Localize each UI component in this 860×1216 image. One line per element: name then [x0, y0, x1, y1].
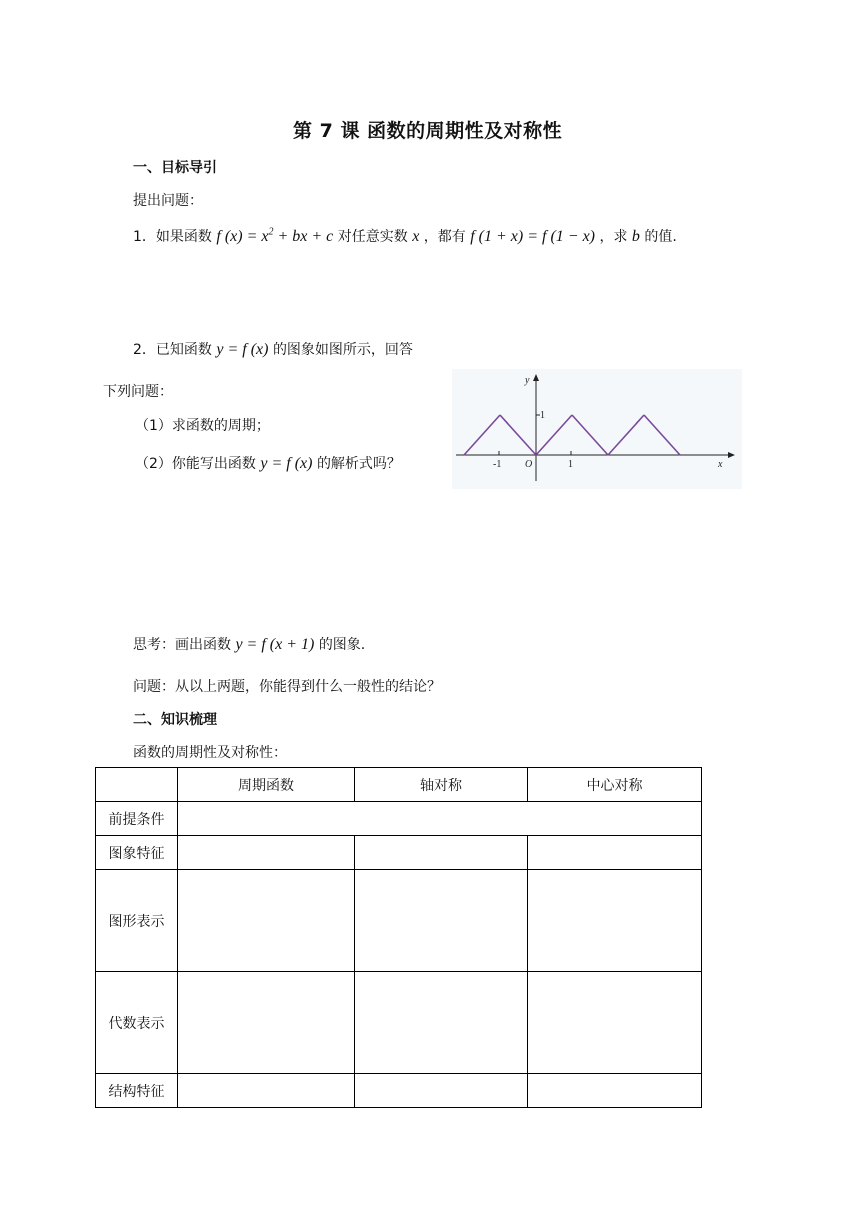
tick-label-y-1: 1	[540, 410, 545, 421]
row-label-premise: 前提条件	[96, 802, 178, 836]
q1-condition: f (1 + x) = f (1 − x)	[470, 228, 595, 245]
q1-num: 1．如果函数	[133, 229, 212, 245]
think-expr: y = f (x + 1)	[235, 636, 315, 653]
think-line: 思考：画出函数 y = f (x + 1) 的图象.	[133, 636, 366, 653]
y-axis-label: y	[525, 375, 530, 386]
page-title: 第 7 课 函数的周期性及对称性	[293, 120, 563, 142]
section1-intro: 提出问题：	[133, 193, 203, 209]
row-label-algebraic: 代数表示	[96, 972, 178, 1074]
table-row	[96, 1074, 702, 1108]
q1-text1: 对任意实数	[337, 229, 408, 245]
table-cell	[355, 1074, 528, 1108]
table-cell	[355, 836, 528, 870]
properties-table	[95, 767, 702, 1108]
q2-expr: y = f (x)	[216, 341, 269, 358]
question-2-sub1: （1）求函数的周期；	[135, 418, 270, 434]
tick-label-x-1: 1	[568, 459, 573, 470]
table-cell	[528, 1074, 702, 1108]
q2-sub2-expr: y = f (x)	[260, 455, 313, 472]
q1-func: f $(x) = x^2$ + bx + c	[216, 226, 334, 245]
table-header-empty	[96, 768, 178, 802]
question-1	[133, 226, 677, 246]
q1-var-x: x	[412, 228, 420, 245]
table-cell	[528, 972, 702, 1074]
table-cell	[528, 870, 702, 972]
section2-intro: 函数的周期性及对称性：	[133, 745, 287, 761]
section1-heading: 一、目标导引	[133, 160, 217, 176]
table-row	[96, 802, 702, 836]
table-cell	[178, 972, 355, 1074]
origin-label: O	[525, 459, 533, 470]
question-2-line1: 2．已知函数 y = f (x) 的图象如图所示，回答	[133, 341, 413, 358]
question-2-sub2: （2）你能写出函数 y = f (x) 的解析式吗？	[135, 455, 401, 472]
q1-text4: 的值.	[644, 229, 677, 245]
table-header-axis-symmetry: 轴对称	[355, 768, 528, 802]
table-cell	[178, 836, 355, 870]
section2-heading: 二、知识梳理	[133, 712, 217, 728]
table-cell	[355, 972, 528, 1074]
table-row	[96, 836, 702, 870]
question-line: 问题：从以上两题，你能得到什么一般性的结论？	[133, 679, 441, 695]
table-cell	[355, 870, 528, 972]
x-axis-label: x	[718, 459, 723, 470]
table-row	[96, 870, 702, 972]
q1-text3: ，求	[599, 229, 628, 245]
q1-text2: ，都有	[423, 229, 466, 245]
row-label-graphic: 图形表示	[96, 870, 178, 972]
table-cell	[528, 836, 702, 870]
table-header-center-symmetry: 中心对称	[528, 768, 702, 802]
function-graph	[452, 369, 742, 489]
question-2-line2: 下列问题：	[103, 384, 173, 400]
table-cell	[178, 1074, 355, 1108]
table-cell	[178, 870, 355, 972]
row-label-structure: 结构特征	[96, 1074, 178, 1108]
table-header-row	[96, 768, 702, 802]
table-header-periodic: 周期函数	[178, 768, 355, 802]
table-row	[96, 972, 702, 1074]
tick-label-x-neg1: -1	[493, 459, 502, 470]
row-label-graph-feature: 图象特征	[96, 836, 178, 870]
q1-var-b: b	[631, 228, 640, 245]
table-cell	[178, 802, 702, 836]
